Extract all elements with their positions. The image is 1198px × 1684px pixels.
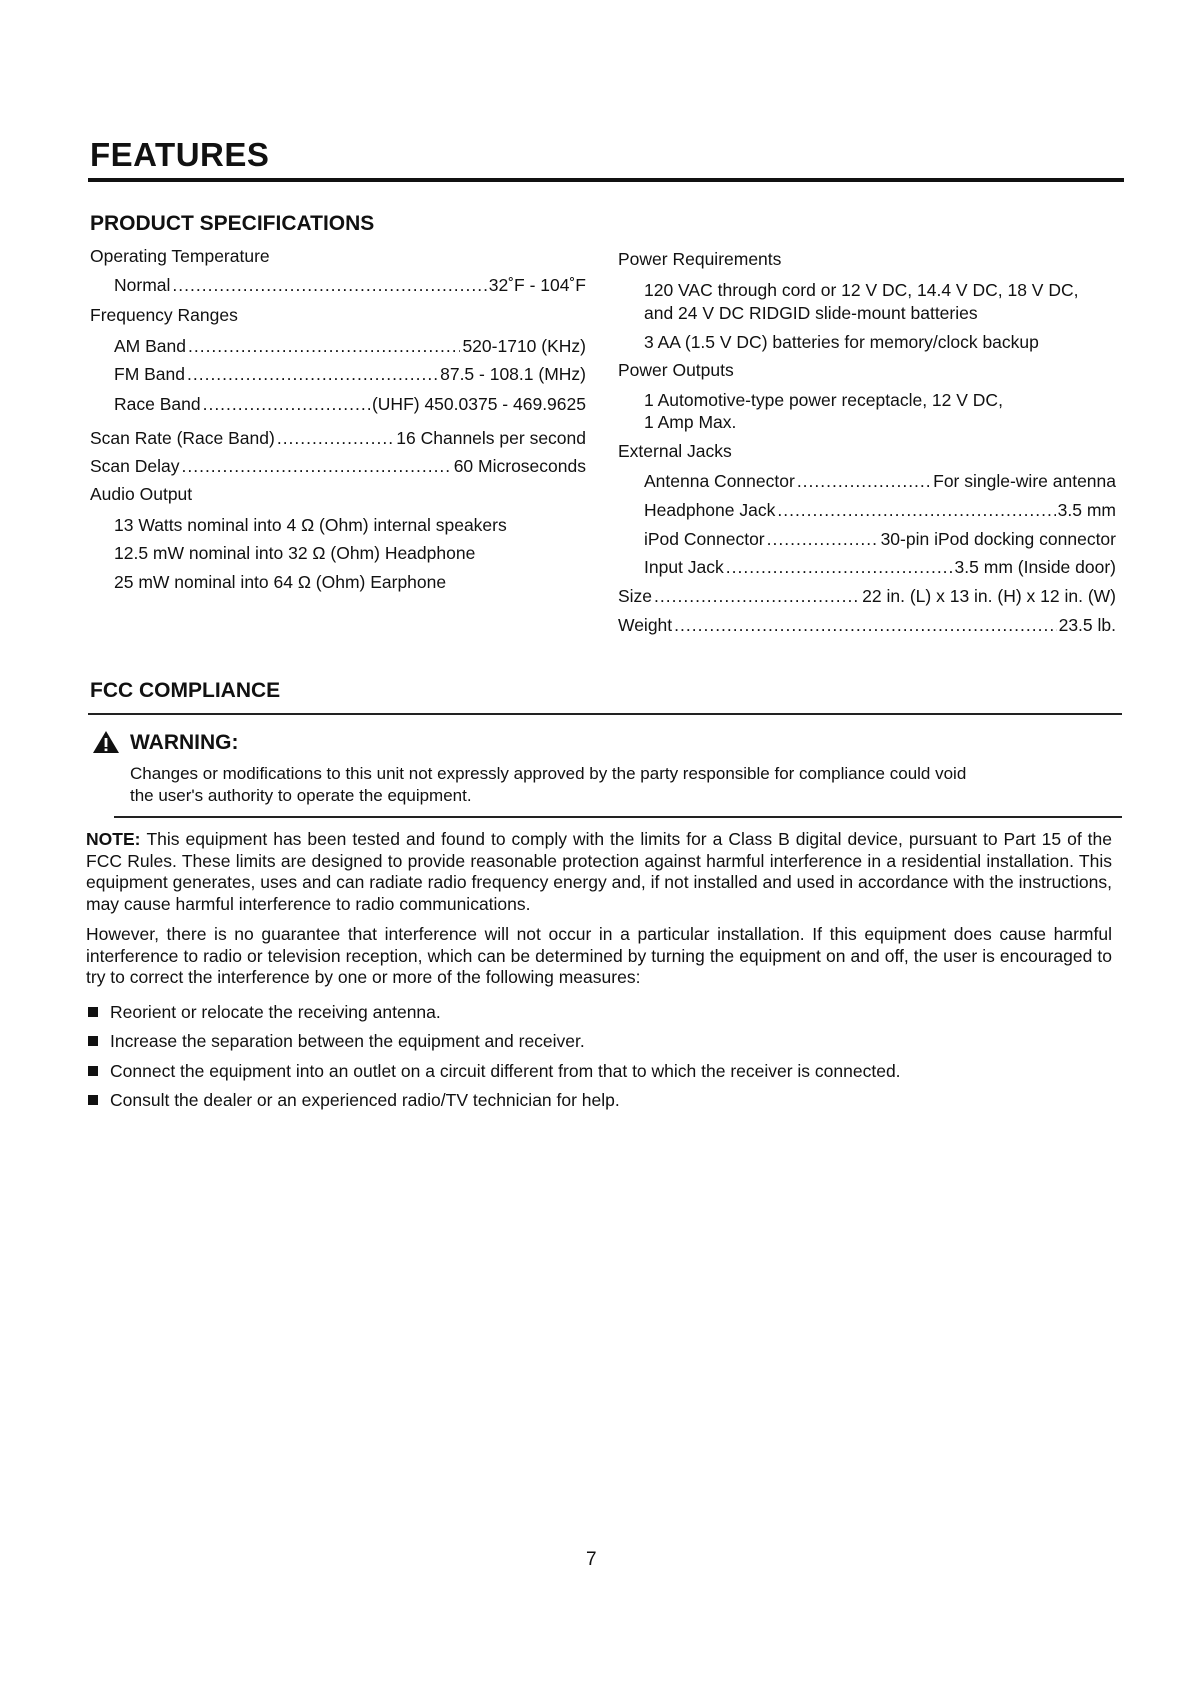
page-title: FEATURES bbox=[90, 136, 270, 173]
list-item: Consult the dealer or an experienced radio/TV technician for help. bbox=[88, 1090, 620, 1111]
spec-label: Race Band bbox=[114, 394, 201, 414]
list-item: Connect the equipment into an outlet on a circuit different from that to which the receiver is connected. bbox=[88, 1061, 901, 1082]
warning-line: Changes or modifications to this unit not expressly approved by the party responsible for compliance could void bbox=[130, 764, 967, 783]
spec-scan-delay bbox=[90, 456, 586, 477]
fcc-rule-bottom bbox=[114, 816, 1122, 818]
power-req-line: 3 AA (1.5 V DC) batteries for memory/clock backup bbox=[644, 332, 1039, 352]
spec-value: For single-wire antenna bbox=[933, 471, 1116, 491]
spec-label: Scan Delay bbox=[90, 456, 180, 476]
note-text: This equipment has been tested and found to comply with the limits for a Class B digital device, pursuant to Part 15 of the FCC Rules. These limits are designed to provide reasonable protection against harmful interference in a residential installation. This equipment generates, uses and can radiate radio frequency energy and, if not installed and used in accordance with the instructions, may cause harmful interference to radio communications. bbox=[86, 829, 1112, 914]
list-item: Reorient or relocate the receiving antenna. bbox=[88, 1002, 441, 1023]
however-paragraph: However, there is no guarantee that interference will not occur in a particular installation. If this equipment does cause harmful interference to radio or television reception, which can be determined by turning the equipment on and off, the user is encouraged to try to correct the interference by one or more of the following measures: bbox=[86, 924, 1112, 987]
spec-ipod bbox=[644, 529, 1116, 550]
spec-input bbox=[644, 557, 1116, 578]
spec-label: Scan Rate (Race Band) bbox=[90, 428, 275, 448]
title-rule bbox=[88, 178, 1124, 182]
spec-value: 3.5 mm (Inside door) bbox=[954, 557, 1116, 577]
jacks-label: External Jacks bbox=[618, 441, 732, 461]
fcc-rule-top bbox=[88, 713, 1122, 715]
bullet-icon bbox=[88, 1007, 98, 1017]
spec-value: 32˚F - 104˚F bbox=[488, 275, 586, 295]
spec-label: Antenna Connector bbox=[644, 471, 795, 491]
spec-weight bbox=[618, 615, 1116, 636]
op-temp-label: Operating Temperature bbox=[90, 246, 270, 266]
spec-label: AM Band bbox=[114, 336, 186, 356]
audio-line: 25 mW nominal into 64 Ω (Ohm) Earphone bbox=[114, 572, 447, 592]
spec-value: 60 Microseconds bbox=[453, 456, 586, 476]
spec-label: Headphone Jack bbox=[644, 500, 776, 520]
spec-value: 3.5 mm bbox=[1057, 500, 1116, 520]
page-number: 7 bbox=[586, 1549, 597, 1570]
spec-label: Normal bbox=[114, 275, 171, 295]
spec-antenna bbox=[644, 471, 1116, 492]
specs-heading: PRODUCT SPECIFICATIONS bbox=[90, 212, 375, 235]
spec-fm bbox=[114, 364, 586, 385]
fcc-heading: FCC COMPLIANCE bbox=[90, 679, 281, 702]
warning-label: WARNING: bbox=[130, 731, 239, 754]
spec-scan-rate bbox=[90, 428, 586, 449]
note-label: NOTE: bbox=[86, 829, 141, 849]
spec-value: 22 in. (L) x 13 in. (H) x 12 in. (W) bbox=[862, 586, 1116, 606]
power-out-label: Power Outputs bbox=[618, 360, 734, 380]
spec-label: Input Jack bbox=[644, 557, 724, 577]
list-item: Increase the separation between the equipment and receiver. bbox=[88, 1031, 585, 1052]
spec-headphone bbox=[644, 500, 1116, 521]
spec-value: 16 Channels per second bbox=[396, 428, 586, 448]
freq-label: Frequency Ranges bbox=[90, 305, 238, 325]
note-paragraph bbox=[86, 829, 1112, 915]
power-out-line: 1 Amp Max. bbox=[644, 412, 737, 432]
spec-value: 87.5 - 108.1 (MHz) bbox=[440, 364, 586, 384]
spec-value: (UHF) 450.0375 - 469.9625 bbox=[371, 394, 586, 414]
bullet-icon bbox=[88, 1095, 98, 1105]
spec-label: iPod Connector bbox=[644, 529, 765, 549]
bullet-icon bbox=[88, 1066, 98, 1076]
spec-race bbox=[114, 394, 586, 415]
audio-label: Audio Output bbox=[90, 484, 193, 504]
power-req-line: and 24 V DC RIDGID slide-mount batteries bbox=[644, 303, 978, 323]
audio-line: 13 Watts nominal into 4 Ω (Ohm) internal speakers bbox=[114, 515, 507, 535]
audio-line: 12.5 mW nominal into 32 Ω (Ohm) Headphone bbox=[114, 543, 476, 563]
spec-label: Size bbox=[618, 586, 653, 606]
power-out-line: 1 Automotive-type power receptacle, 12 V DC, bbox=[644, 390, 1003, 410]
spec-value: 23.5 lb. bbox=[1058, 615, 1116, 635]
warning-icon bbox=[92, 730, 120, 754]
power-req-line: 120 VAC through cord or 12 V DC, 14.4 V DC, 18 V DC, bbox=[644, 280, 1079, 300]
spec-normal bbox=[114, 275, 586, 296]
spec-value: 520-1710 (KHz) bbox=[462, 336, 586, 356]
spec-label: FM Band bbox=[114, 364, 185, 384]
bullet-icon bbox=[88, 1036, 98, 1046]
spec-am bbox=[114, 336, 586, 357]
spec-size bbox=[618, 586, 1116, 607]
warning-line: the user's authority to operate the equipment. bbox=[130, 786, 472, 805]
spec-value: 30-pin iPod docking connector bbox=[880, 529, 1116, 549]
power-req-label: Power Requirements bbox=[618, 249, 782, 269]
spec-label: Weight bbox=[618, 615, 673, 635]
